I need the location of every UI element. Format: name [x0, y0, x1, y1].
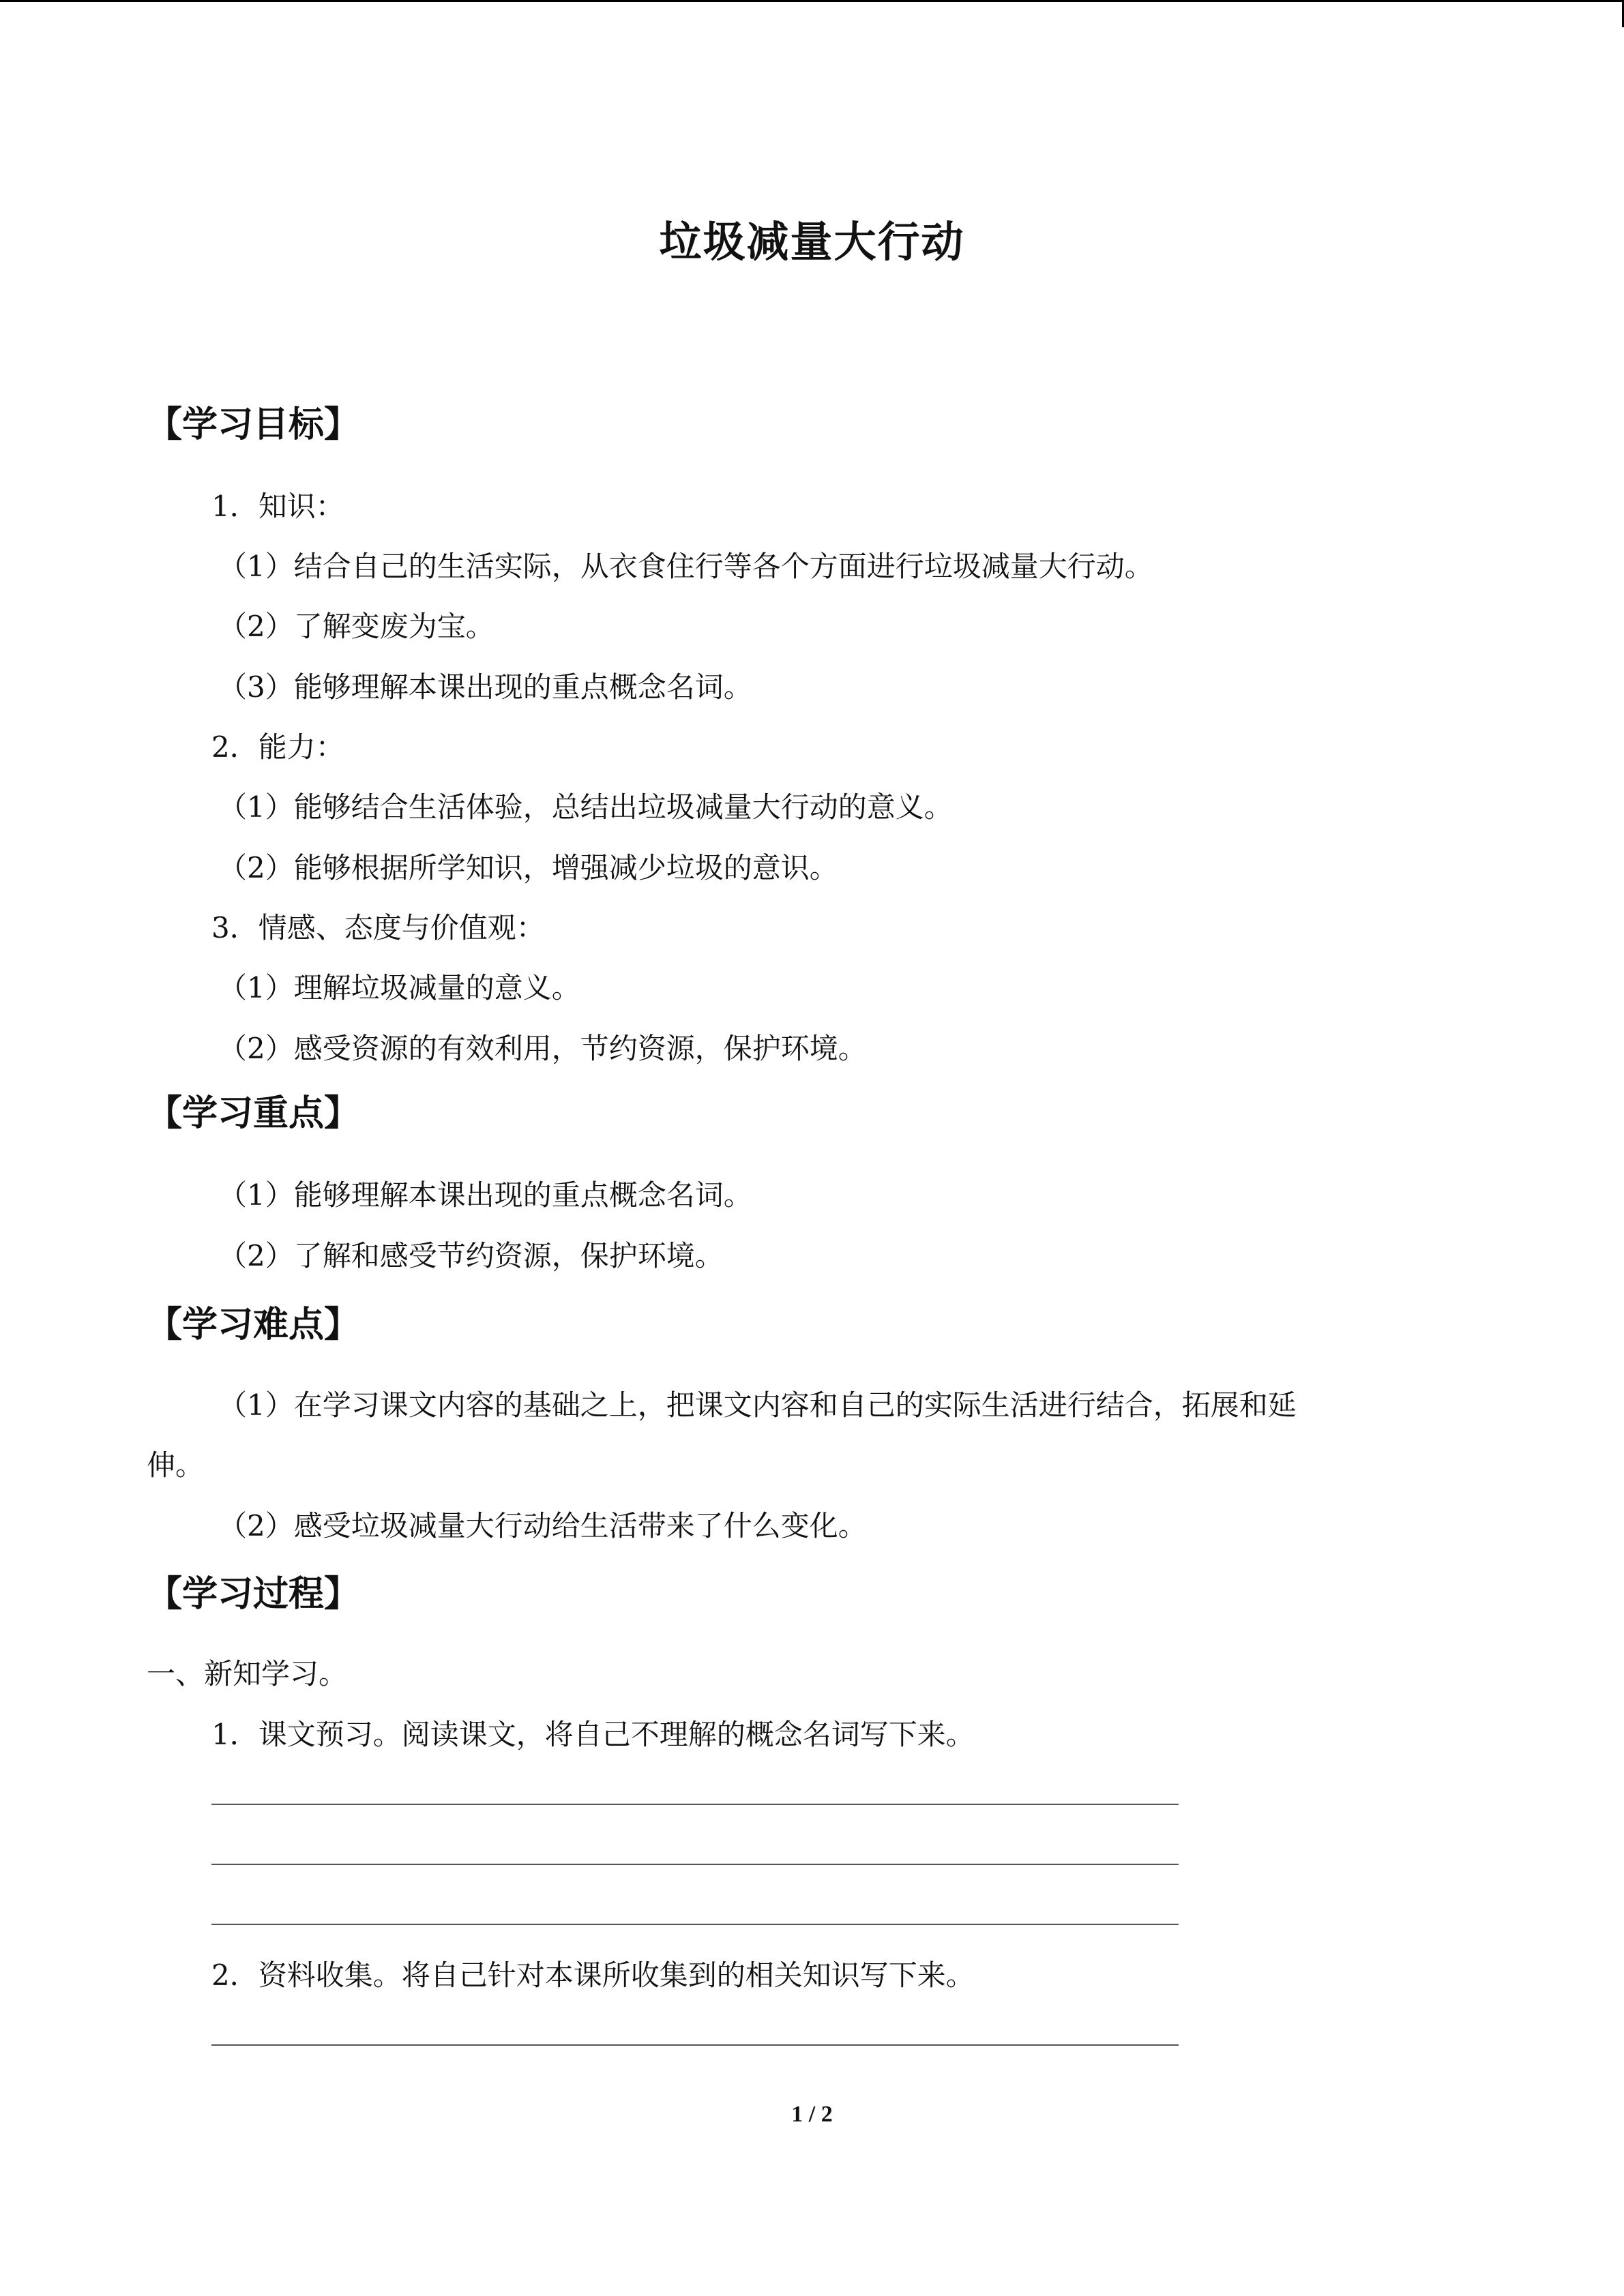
page-number: 1 / 2 — [791, 2102, 833, 2127]
top-border-line — [0, 0, 1624, 2]
objective-item: （2）了解变废为宝。 — [218, 610, 494, 643]
process-item: 一、新知学习。 — [147, 1657, 348, 1690]
process-item: 1．课文预习。阅读课文，将自己不理解的概念名词写下来。 — [211, 1718, 975, 1751]
answer-line[interactable] — [211, 1924, 1179, 1925]
process-item: 2．资料收集。将自己针对本课所收集到的相关知识写下来。 — [211, 1958, 975, 1992]
heading-difficulties: 【学习难点】 — [147, 1304, 360, 1345]
objective-item: 3．情感、态度与价值观： — [211, 911, 545, 944]
objective-item: （1）结合自己的生活实际，从衣食住行等各个方面进行垃圾减量大行动。 — [218, 550, 1153, 583]
key-point-item: （2）了解和感受节约资源，保护环境。 — [218, 1239, 724, 1272]
objective-item: 1．知识： — [211, 490, 344, 523]
document-title: 垃圾减量大行动 — [659, 217, 965, 267]
key-point-item: （1）能够理解本课出现的重点概念名词。 — [218, 1178, 752, 1212]
objective-item: 2．能力： — [211, 730, 344, 764]
objective-item: （3）能够理解本课出现的重点概念名词。 — [218, 670, 752, 704]
objective-item: （1）能够结合生活体验，总结出垃圾减量大行动的意义。 — [218, 790, 953, 824]
answer-line[interactable] — [211, 1804, 1179, 1805]
answer-line[interactable] — [211, 2044, 1179, 2046]
objective-item: （2）能够根据所学知识，增强减少垃圾的意识。 — [218, 851, 838, 884]
answer-line[interactable] — [211, 1864, 1179, 1865]
heading-process: 【学习过程】 — [147, 1574, 360, 1615]
heading-objectives: 【学习目标】 — [147, 404, 360, 445]
objective-item: （2）感受资源的有效利用，节约资源，保护环境。 — [218, 1032, 867, 1065]
objective-item: （1）理解垃圾减量的意义。 — [218, 971, 580, 1004]
difficulty-item: （1）在学习课文内容的基础之上，把课文内容和自己的实际生活进行结合，拓展和延 — [218, 1388, 1297, 1422]
difficulty-item: （2）感受垃圾减量大行动给生活带来了什么变化。 — [218, 1509, 867, 1542]
heading-key-points: 【学习重点】 — [147, 1093, 360, 1134]
difficulty-item-continuation: 伸。 — [147, 1448, 205, 1482]
